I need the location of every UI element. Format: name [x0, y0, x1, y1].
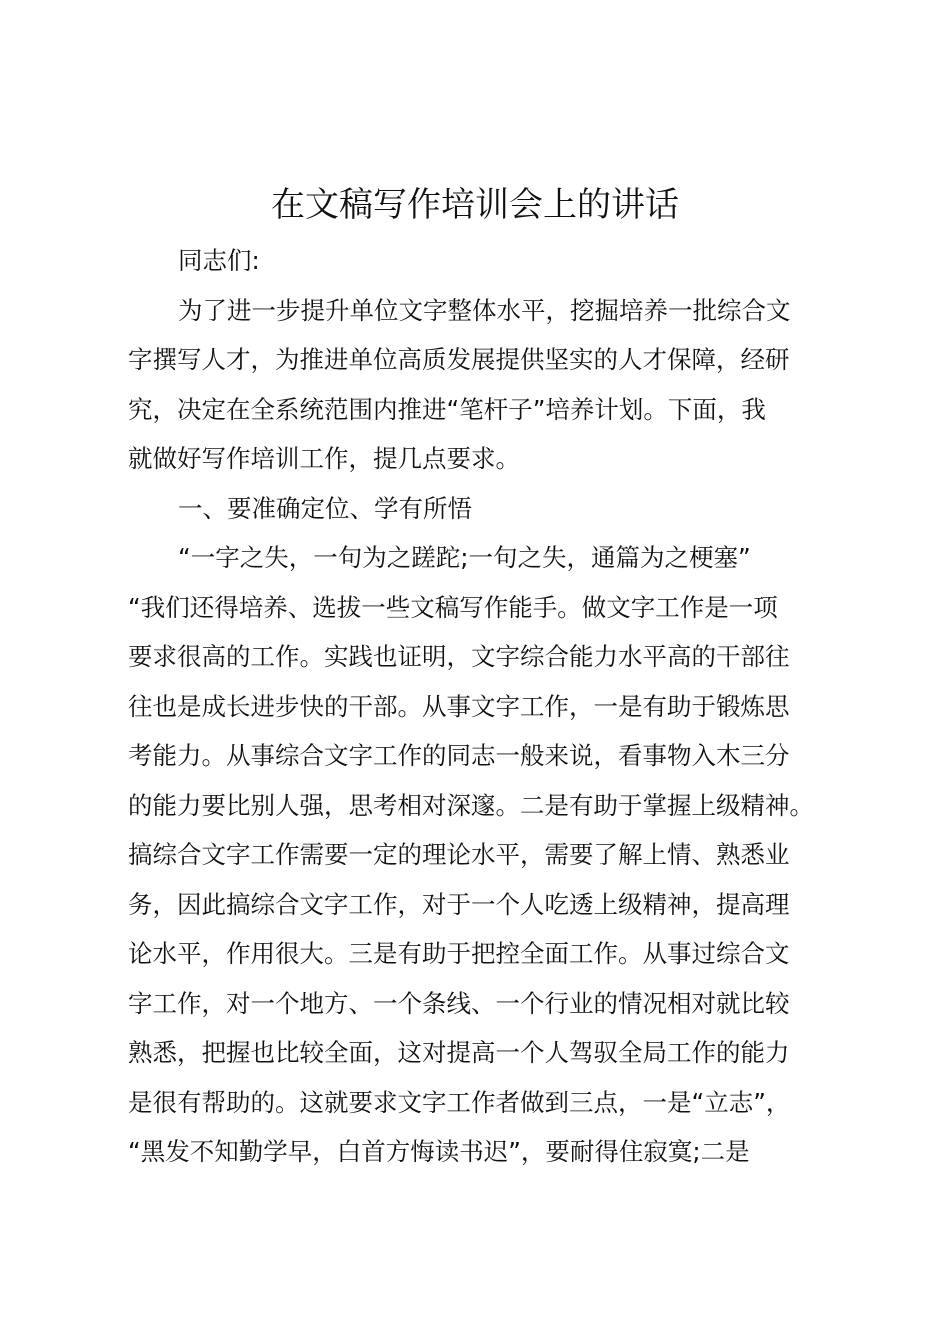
text-line: 为了进一步提升单位文字整体水平，挖掘培养一批综合文 [178, 295, 791, 325]
document-title: 在文稿写作培训会上的讲话 [271, 185, 679, 225]
text-line: 字撰写人才，为推进单位高质发展提供坚实的人才保障，经研 [128, 345, 790, 374]
text-line: 要求很高的工作。实践也证明，文字综合能力水平高的干部往 [128, 642, 790, 671]
salutation: 同志们: [178, 246, 260, 275]
text-line: 熟悉，把握也比较全面，这对提高一个人驾驭全局工作的能力 [128, 1038, 790, 1067]
text-line: 搞综合文字工作需要一定的理论水平，需要了解上情、熟悉业 [128, 840, 790, 869]
text-line: 往也是成长进步快的干部。从事文字工作，一是有助于锻炼思 [128, 691, 790, 721]
document-body [128, 236, 840, 1177]
text-line: 就做好写作培训工作，提几点要求。 [128, 444, 520, 473]
section-heading: 一、要准确定位、学有所悟 [178, 493, 472, 523]
text-line: 的能力要比别人强，思考相对深邃。二是有助于掌握上级精神。 [128, 790, 814, 820]
text-line: 是很有帮助的。这就要求文字工作者做到三点，一是“立志”， [128, 1087, 791, 1117]
text-line: “一字之失，一句为之蹉跎;一句之失，通篇为之梗塞” [178, 543, 751, 572]
text-line: 考能力。从事综合文字工作的同志一般来说，看事物入木三分 [128, 741, 790, 770]
text-line: 论水平，作用很大。三是有助于把控全面工作。从事过综合文 [128, 939, 790, 968]
text-line: 务，因此搞综合文字工作，对于一个人吃透上级精神，提高理 [128, 889, 790, 919]
text-line: “黑发不知勤学早，白首方悔读书迟”，要耐得住寂寞;二是 [128, 1137, 750, 1166]
intro-paragraph [128, 286, 840, 484]
text-line: “我们还得培养、选拔一些文稿写作能手。做文字工作是一项 [128, 592, 778, 622]
text-line: 究，决定在全系统范围内推进“笔杆子”培养计划。下面，我 [128, 394, 766, 424]
section-paragraph [128, 533, 840, 1177]
text-line: 字工作，对一个地方、一个条线、一个行业的情况相对就比较 [128, 988, 790, 1018]
